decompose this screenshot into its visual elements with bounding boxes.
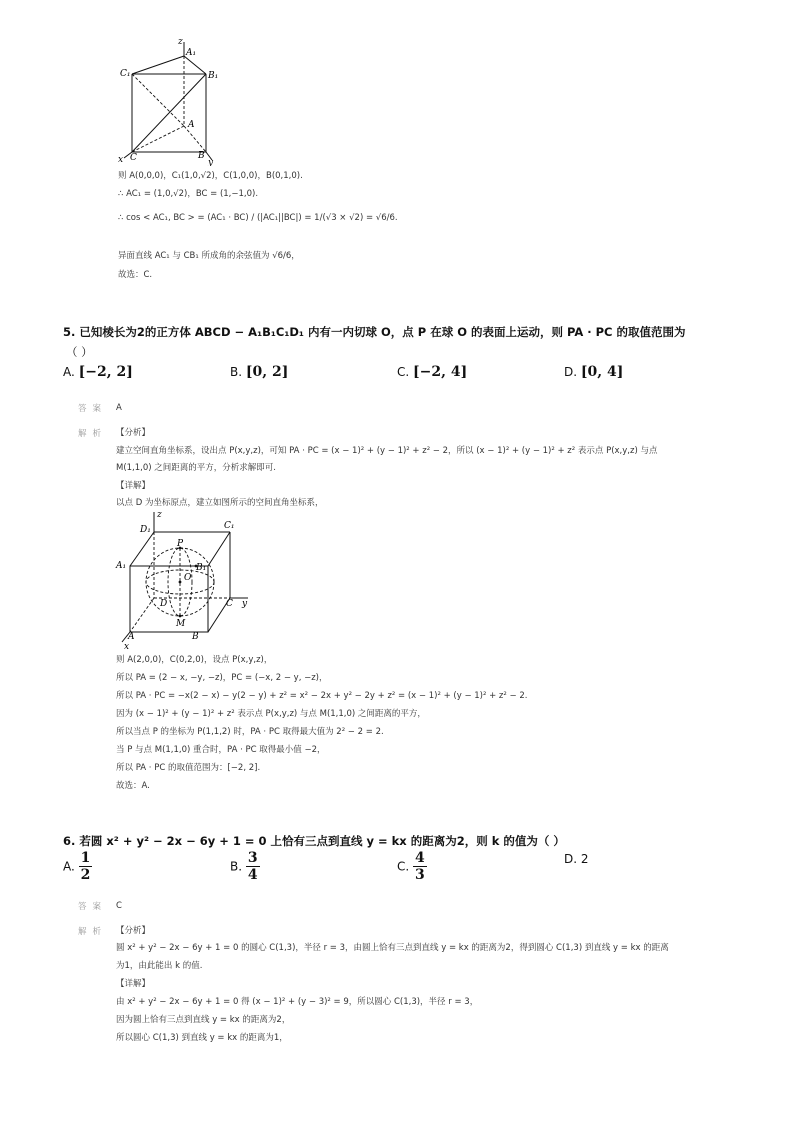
fig1-label-C1: C₁	[120, 69, 131, 79]
q5-option-a-value: [−2, 2]	[78, 364, 133, 380]
q6-fenxi-line-1: 圆 x² + y² − 2x − 6y + 1 = 0 的圆心 C(1,3)，半径 r = 3，由圆上恰有三点到直线 y = kx 的距离为2，得到圆心 C(1,3) 到直线 y = kx 的距离	[116, 943, 669, 953]
q6-analysis-label: 解析	[78, 927, 108, 937]
fig2-label-D1: D₁	[140, 525, 151, 535]
fig1-label-C: C	[130, 153, 137, 163]
fig1-label-A1: A₁	[186, 48, 197, 58]
q5-option-a[interactable]	[63, 364, 133, 380]
q5-fenxi-line-2: M(1,1,0) 之间距离的平方，分析求解即可.	[116, 463, 276, 473]
q5-option-d[interactable]	[564, 364, 623, 380]
q5-option-b[interactable]	[230, 364, 288, 380]
q5-step-8: 故选：A.	[116, 781, 150, 791]
q5-step-2: 所以 PA = (2 − x, −y, −z)，PC = (−x, 2 − y, −z)，	[116, 673, 328, 683]
q6-step-3: 所以圆心 C(1,3) 到直线 y = kx 的距离为1，	[116, 1033, 288, 1043]
cube-figure-top	[112, 34, 222, 166]
fig2-label-C: C	[226, 599, 233, 609]
q6-answer-label: 答案	[78, 902, 108, 912]
q6-stem: 6. 若圆 x² + y² − 2x − 6y + 1 = 0 上恰有三点到直线 y = kx 的距离为2，则 k 的值为（ ）	[63, 834, 565, 848]
fig1-label-B: B	[198, 151, 205, 161]
q5-step-4: 因为 (x − 1)² + (y − 1)² + z² 表示点 P(x,y,z) 与点 M(1,1,0) 之间距离的平方，	[116, 709, 426, 719]
q6-option-a-den: 2	[80, 867, 91, 883]
fig1-label-x: x	[118, 155, 124, 165]
q5-option-b-value: [0, 2]	[245, 364, 289, 380]
fig2-label-P: P	[177, 539, 184, 549]
cube-sphere-figure	[114, 508, 254, 650]
q5-step-3: 所以 PA · PC = −x(2 − x) − y(2 − y) + z² = x² − 2x + y² − 2y + z² = (x − 1)² + (y − 1)² + z² − 2.	[116, 691, 528, 701]
q5-option-a-letter: A.	[63, 365, 75, 379]
q5-step-1: 则 A(2,0,0)，C(0,2,0)，设点 P(x,y,z)，	[116, 655, 273, 665]
q6-option-d-letter: D.	[564, 852, 578, 866]
q6-step-1: 由 x² + y² − 2x − 6y + 1 = 0 得 (x − 1)² + (y − 3)² = 9，所以圆心 C(1,3)，半径 r = 3，	[116, 997, 479, 1007]
q6-option-d[interactable]	[564, 852, 589, 866]
fig2-label-x: x	[124, 642, 130, 650]
q6-option-d-value: 2	[580, 852, 589, 866]
q5-fenxi-heading: 【分析】	[116, 428, 151, 438]
fig1-label-B1: B₁	[208, 71, 219, 81]
q6-option-a-letter: A.	[63, 859, 75, 874]
q6-option-b[interactable]	[230, 850, 260, 883]
q6-xiangjie-heading: 【详解】	[116, 979, 151, 989]
fig1-label-z: z	[178, 37, 183, 47]
top-line-4: 异面直线 AC₁ 与 CB₁ 所成角的余弦值为 √6/6，	[118, 251, 300, 261]
q5-xiangjie-line-1: 以点 D 为坐标原点，建立如图所示的空间直角坐标系，	[116, 498, 324, 508]
top-line-2: ∴ AC₁ = (1,0,√2)，BC = (1,−1,0).	[118, 189, 259, 199]
fig1-label-A: A	[188, 120, 195, 130]
fig2-label-O: O	[184, 573, 192, 583]
fig2-label-D: D	[160, 599, 168, 609]
fig2-label-B: B	[192, 632, 199, 642]
fig2-label-A: A	[128, 632, 135, 642]
q5-answer-label: 答案	[78, 404, 108, 414]
fig2-label-y: y	[242, 599, 248, 609]
q5-analysis-label: 解析	[78, 429, 108, 439]
q5-stem: 5. 已知棱长为2的正方体 ABCD − A₁B₁C₁D₁ 内有一内切球 O，点 P 在球 O 的表面上运动，则 PA · PC 的取值范围为	[63, 325, 686, 339]
q6-option-b-letter: B.	[230, 859, 243, 874]
q6-option-b-den: 4	[247, 867, 258, 883]
q6-option-a[interactable]	[63, 850, 92, 883]
q5-option-d-value: [0, 4]	[580, 364, 624, 380]
q5-fenxi-line-1: 建立空间直角坐标系，设出点 P(x,y,z)，可知 PA · PC = (x − 1)² + (y − 1)² + z² − 2，所以 (x − 1)² + (y − 1)² + z² 表示点 P(x,y,z) 与点	[116, 446, 658, 456]
q5-option-c-value: [−2, 4]	[413, 364, 468, 380]
q6-option-b-num: 3	[247, 850, 258, 866]
q5-step-6: 当 P 与点 M(1,1,0) 重合时，PA · PC 取得最小值 −2，	[116, 745, 326, 755]
q5-step-7: 所以 PA · PC 的取值范围为：[−2, 2].	[116, 763, 261, 773]
q5-option-d-letter: D.	[564, 365, 578, 379]
q5-option-c-letter: C.	[397, 365, 410, 379]
fig2-label-B1: B₁	[196, 563, 207, 573]
q6-option-c[interactable]	[397, 850, 427, 883]
q5-option-b-letter: B.	[230, 365, 243, 379]
q6-option-c-num: 4	[415, 850, 425, 866]
q6-fenxi-line-2: 为1，由此能出 k 的值.	[116, 961, 203, 971]
q6-option-c-den: 3	[415, 867, 425, 883]
q5-option-c[interactable]	[397, 364, 467, 380]
q5-step-5: 所以当点 P 的坐标为 P(1,1,2) 时，PA · PC 取得最大值为 2² − 2 = 2.	[116, 727, 384, 737]
fig1-label-y: y	[208, 158, 214, 166]
q6-option-a-num: 1	[80, 850, 91, 866]
q6-step-2: 因为圆上恰有三点到直线 y = kx 的距离为2，	[116, 1015, 291, 1025]
fig2-label-M: M	[176, 619, 186, 629]
fig2-label-C1: C₁	[224, 521, 235, 531]
q6-fenxi-heading: 【分析】	[116, 926, 151, 936]
q6-answer-value: C	[116, 901, 122, 911]
top-line-5: 故选：C.	[118, 270, 153, 280]
q6-option-c-letter: C.	[397, 859, 410, 874]
top-line-1: 则 A(0,0,0)，C₁(1,0,√2)，C(1,0,0)，B(0,1,0).	[118, 171, 303, 181]
q5-answer-value: A	[116, 403, 122, 413]
q5-xiangjie-heading: 【详解】	[116, 481, 151, 491]
fig2-label-A1: A₁	[116, 561, 127, 571]
fig2-label-z: z	[157, 510, 162, 520]
q5-answer-paren: （ ）	[66, 345, 93, 359]
top-line-3: ∴ cos < AC₁, BC > = (AC₁ · BC) / (|AC₁||BC|) = 1/(√3 × √2) = √6/6.	[118, 213, 398, 223]
